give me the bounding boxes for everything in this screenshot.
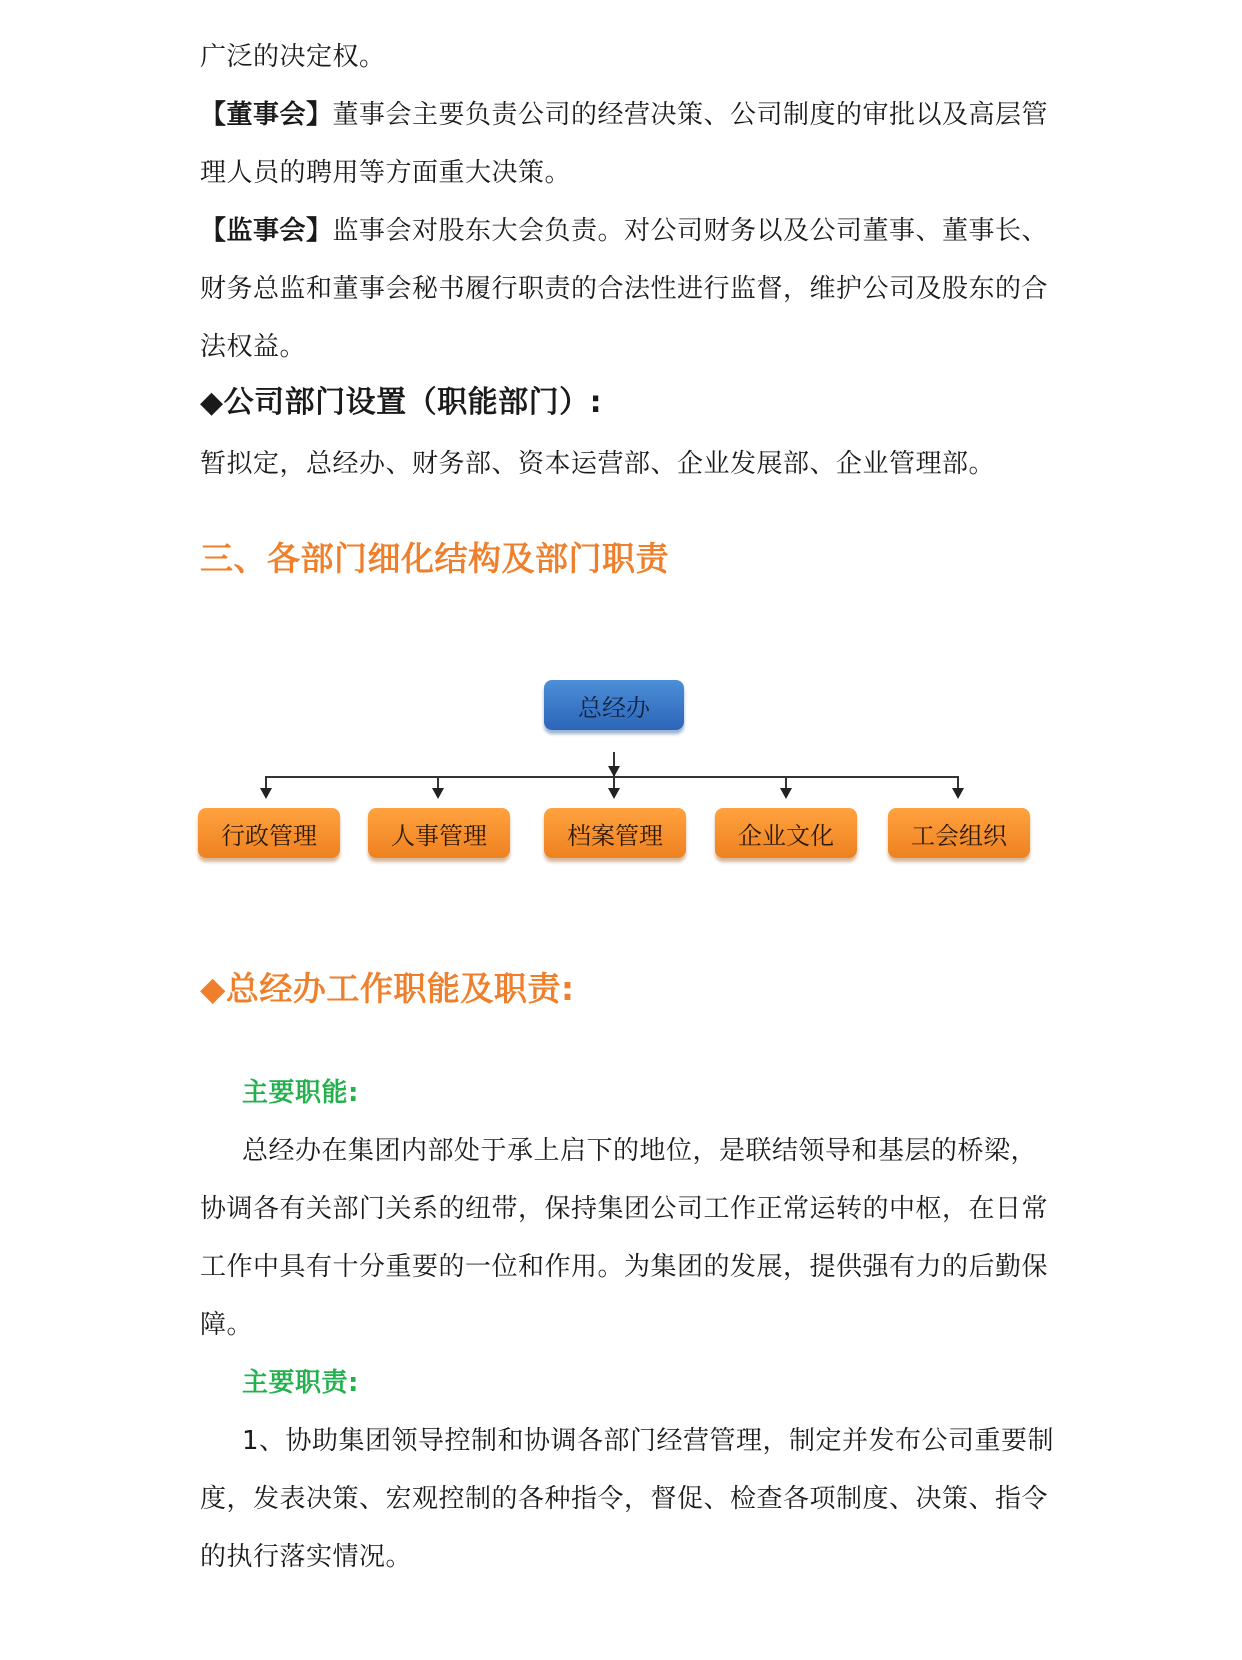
functions-line-3: 工作中具有十分重要的一位和作用。为集团的发展，提供强有力的后勤保 <box>200 1252 1049 1282</box>
supervisory-label: 【监事会】 <box>200 216 333 246</box>
supervisory-paragraph-line-1 <box>200 214 1048 248</box>
duties-line-3: 的执行落实情况。 <box>200 1542 413 1572</box>
org-node-archives: 档案管理 <box>544 808 686 858</box>
arrow-down-icon <box>432 788 444 799</box>
arrow-down-icon <box>260 788 272 799</box>
paragraph-line: 广泛的决定权。 <box>200 42 386 72</box>
org-node-admin: 行政管理 <box>198 808 340 858</box>
org-node-hr: 人事管理 <box>368 808 510 858</box>
board-text: 董事会主要负责公司的经营决策、公司制度的审批以及高层管 <box>332 100 1049 130</box>
supervisory-paragraph-line-2: 财务总监和董事会秘书履行职责的合法性进行监督，维护公司及股东的合 <box>200 274 1049 304</box>
dept-setting-text: 暂拟定，总经办、财务部、资本运营部、企业发展部、企业管理部。 <box>200 449 996 479</box>
board-paragraph-line-1 <box>200 98 1048 132</box>
dept-setting-heading: ◆公司部门设置（职能部门）: <box>200 385 603 420</box>
arrow-down-icon <box>780 788 792 799</box>
functions-label: 主要职能: <box>242 1078 359 1108</box>
board-label: 【董事会】 <box>200 100 333 130</box>
functions-line-4: 障。 <box>200 1310 254 1340</box>
arrow-down-icon <box>608 766 620 777</box>
org-chart <box>0 670 1242 870</box>
org-node-culture: 企业文化 <box>715 808 857 858</box>
arrow-down-icon <box>952 788 964 799</box>
board-paragraph-line-2: 理人员的聘用等方面重大决策。 <box>200 158 572 188</box>
supervisory-paragraph-line-3: 法权益。 <box>200 332 307 362</box>
section-3-title: 三、各部门细化结构及部门职责 <box>200 539 669 578</box>
supervisory-text: 监事会对股东大会负责。对公司财务以及公司董事、董事长、 <box>332 216 1049 246</box>
arrow-down-icon <box>608 788 620 799</box>
gm-office-heading: ◆总经办工作职能及职责: <box>200 969 575 1008</box>
org-node-root: 总经办 <box>544 680 684 730</box>
org-node-union: 工会组织 <box>888 808 1030 858</box>
duties-line-1: 1、协助集团领导控制和协调各部门经营管理，制定并发布公司重要制 <box>242 1426 1055 1456</box>
duties-label: 主要职责: <box>242 1368 359 1398</box>
functions-line-1: 总经办在集团内部处于承上启下的地位，是联结领导和基层的桥梁， <box>242 1136 1038 1166</box>
duties-line-2: 度，发表决策、宏观控制的各种指令，督促、检查各项制度、决策、指令 <box>200 1484 1049 1514</box>
functions-line-2: 协调各有关部门关系的纽带，保持集团公司工作正常运转的中枢，在日常 <box>200 1194 1049 1224</box>
